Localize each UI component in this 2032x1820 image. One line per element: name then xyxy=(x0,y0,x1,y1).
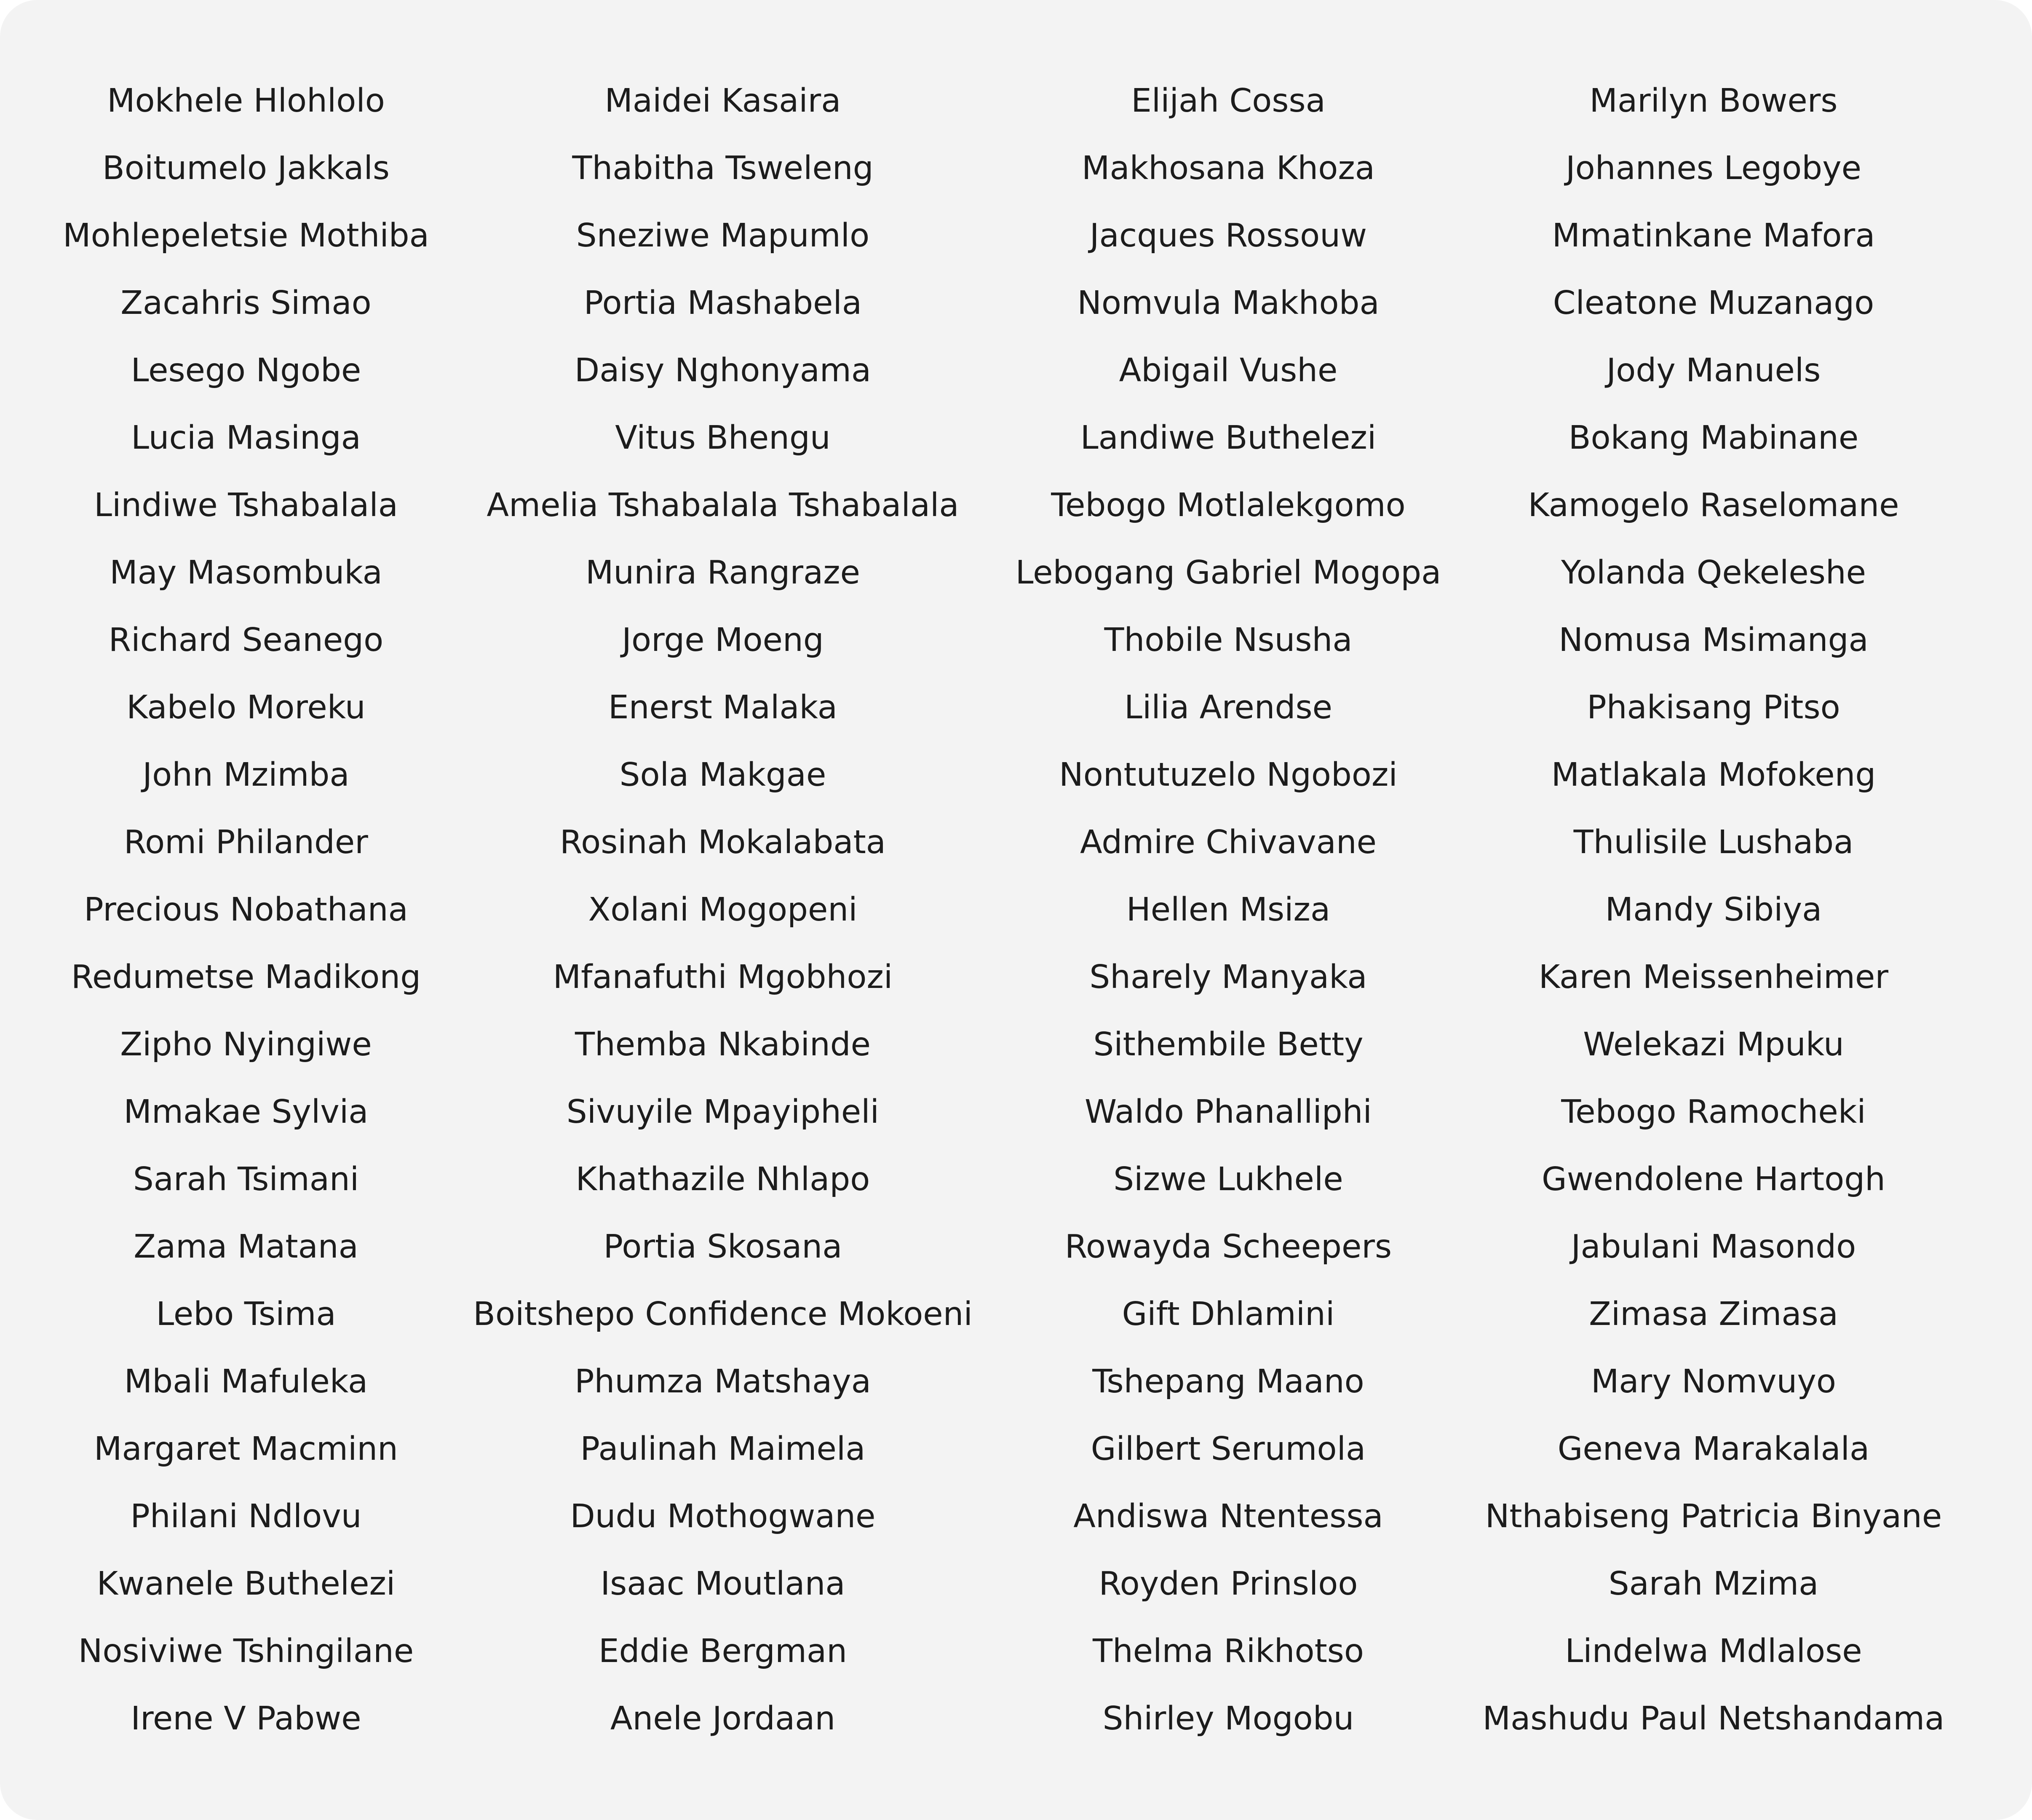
name-entry: Zama Matana xyxy=(134,1228,358,1266)
name-entry: May Masombuka xyxy=(110,554,382,592)
name-entry: Nontutuzelo Ngobozi xyxy=(1059,756,1398,794)
name-entry: Richard Seanego xyxy=(108,621,384,659)
name-entry: Kwanele Buthelezi xyxy=(96,1565,396,1603)
name-entry: Abigail Vushe xyxy=(1119,352,1338,389)
name-entry: Jorge Moeng xyxy=(622,621,824,659)
name-entry: Irene V Pabwe xyxy=(131,1700,361,1737)
name-entry: Boitumelo Jakkals xyxy=(102,150,390,187)
name-entry: Xolani Mogopeni xyxy=(588,891,858,929)
name-entry: Sivuyile Mpayipheli xyxy=(566,1093,880,1131)
name-entry: Cleatone Muzanago xyxy=(1553,284,1874,322)
name-entry: Kabelo Moreku xyxy=(126,689,366,726)
name-entry: Sithembile Betty xyxy=(1093,1026,1364,1063)
name-entry: Boitshepo Confidence Mokoeni xyxy=(473,1295,973,1333)
name-entry: Lindelwa Mdlalose xyxy=(1565,1633,1862,1670)
name-entry: Tebogo Motlalekgomo xyxy=(1051,487,1406,524)
name-entry: Shirley Mogobu xyxy=(1102,1700,1354,1737)
name-entry: Nomvula Makhoba xyxy=(1077,284,1380,322)
name-entry: Portia Mashabela xyxy=(583,284,862,322)
name-entry: Mfanafuthi Mgobhozi xyxy=(553,958,893,996)
name-entry: Geneva Marakalala xyxy=(1557,1430,1870,1468)
name-entry: John Mzimba xyxy=(142,756,350,794)
name-entry: Vitus Bhengu xyxy=(615,419,831,457)
name-entry: Nomusa Msimanga xyxy=(1559,621,1869,659)
name-entry: Andiswa Ntentessa xyxy=(1073,1498,1383,1535)
name-entry: Themba Nkabinde xyxy=(575,1026,871,1063)
name-entry: Munira Rangraze xyxy=(585,554,861,592)
name-entry: Margaret Macminn xyxy=(94,1430,398,1468)
name-entry: Enerst Malaka xyxy=(608,689,837,726)
name-entry: Sizwe Lukhele xyxy=(1113,1161,1343,1198)
name-entry: Zipho Nyingiwe xyxy=(120,1026,372,1063)
name-entry: Sneziwe Mapumlo xyxy=(576,217,870,254)
name-entry: Precious Nobathana xyxy=(84,891,408,929)
name-entry: Elijah Cossa xyxy=(1131,82,1326,120)
name-entry: Nthabiseng Patricia Binyane xyxy=(1485,1498,1942,1535)
name-entry: Lesego Ngobe xyxy=(131,352,361,389)
name-entry: Johannes Legobye xyxy=(1565,150,1862,187)
name-entry: Mary Nomvuyo xyxy=(1591,1363,1837,1400)
name-entry: Jacques Rossouw xyxy=(1089,217,1367,254)
name-entry: Mmatinkane Mafora xyxy=(1552,217,1875,254)
name-entry: Landiwe Buthelezi xyxy=(1080,419,1377,457)
name-entry: Tshepang Maano xyxy=(1092,1363,1364,1400)
name-entry: Lucia Masinga xyxy=(131,419,361,457)
name-entry: Gwendolene Hartogh xyxy=(1542,1161,1885,1198)
name-entry: Marilyn Bowers xyxy=(1589,82,1838,120)
name-entry: Phumza Matshaya xyxy=(575,1363,871,1400)
name-entry: Thabitha Tsweleng xyxy=(572,150,874,187)
name-entry: Thelma Rikhotso xyxy=(1092,1633,1364,1670)
name-entry: Portia Skosana xyxy=(603,1228,842,1266)
name-entry: Mashudu Paul Netshandama xyxy=(1482,1700,1945,1737)
name-entry: Thulisile Lushaba xyxy=(1573,824,1854,861)
name-entry: Mbali Mafuleka xyxy=(124,1363,368,1400)
name-entry: Sarah Tsimani xyxy=(133,1161,359,1198)
name-entry: Thobile Nsusha xyxy=(1104,621,1353,659)
name-entry: Sola Makgae xyxy=(619,756,826,794)
name-entry: Kamogelo Raselomane xyxy=(1528,487,1899,524)
name-entry: Isaac Moutlana xyxy=(600,1565,845,1603)
name-entry: Zacahris Simao xyxy=(120,284,372,322)
name-entry: Rowayda Scheepers xyxy=(1064,1228,1392,1266)
name-entry: Sarah Mzima xyxy=(1608,1565,1819,1603)
name-entry: Royden Prinsloo xyxy=(1099,1565,1358,1603)
name-entry: Waldo Phanalliphi xyxy=(1085,1093,1372,1131)
name-entry: Zimasa Zimasa xyxy=(1589,1295,1838,1333)
name-entry: Tebogo Ramocheki xyxy=(1561,1093,1866,1131)
name-entry: Paulinah Maimela xyxy=(580,1430,866,1468)
name-entry: Mmakae Sylvia xyxy=(123,1093,369,1131)
name-entry: Yolanda Qekeleshe xyxy=(1561,554,1866,592)
name-entry: Anele Jordaan xyxy=(610,1700,836,1737)
name-entry: Jody Manuels xyxy=(1606,352,1821,389)
name-entry: Amelia Tshabalala Tshabalala xyxy=(487,487,959,524)
name-entry: Admire Chivavane xyxy=(1080,824,1377,861)
name-entry: Romi Philander xyxy=(124,824,368,861)
name-entry: Lebo Tsima xyxy=(156,1295,336,1333)
name-entry: Lindiwe Tshabalala xyxy=(94,487,398,524)
name-entry: Mokhele Hlohlolo xyxy=(107,82,385,120)
name-entry: Phakisang Pitso xyxy=(1587,689,1840,726)
name-entry: Hellen Msiza xyxy=(1126,891,1331,929)
name-entry: Lilia Arendse xyxy=(1124,689,1332,726)
name-entry: Nosiviwe Tshingilane xyxy=(78,1633,414,1670)
name-entry: Mandy Sibiya xyxy=(1605,891,1822,929)
name-entry: Dudu Mothogwane xyxy=(570,1498,876,1535)
name-entry: Rosinah Mokalabata xyxy=(560,824,886,861)
name-entry: Lebogang Gabriel Mogopa xyxy=(1015,554,1441,592)
name-entry: Matlakala Mofokeng xyxy=(1551,756,1876,794)
name-entry: Karen Meissenheimer xyxy=(1538,958,1889,996)
name-entry: Maidei Kasaira xyxy=(604,82,841,120)
name-entry: Makhosana Khoza xyxy=(1082,150,1375,187)
name-entry: Gift Dhlamini xyxy=(1122,1295,1335,1333)
name-entry: Khathazile Nhlapo xyxy=(575,1161,870,1198)
name-entry: Daisy Nghonyama xyxy=(574,352,872,389)
name-entry: Philani Ndlovu xyxy=(130,1498,362,1535)
name-entry: Redumetse Madikong xyxy=(71,958,421,996)
name-entry: Mohlepeletsie Mothiba xyxy=(63,217,429,254)
name-entry: Jabulani Masondo xyxy=(1571,1228,1856,1266)
name-entry: Gilbert Serumola xyxy=(1091,1430,1366,1468)
name-entry: Sharely Manyaka xyxy=(1089,958,1367,996)
name-entry: Eddie Bergman xyxy=(598,1633,848,1670)
name-entry: Welekazi Mpuku xyxy=(1583,1026,1844,1063)
name-entry: Bokang Mabinane xyxy=(1568,419,1859,457)
